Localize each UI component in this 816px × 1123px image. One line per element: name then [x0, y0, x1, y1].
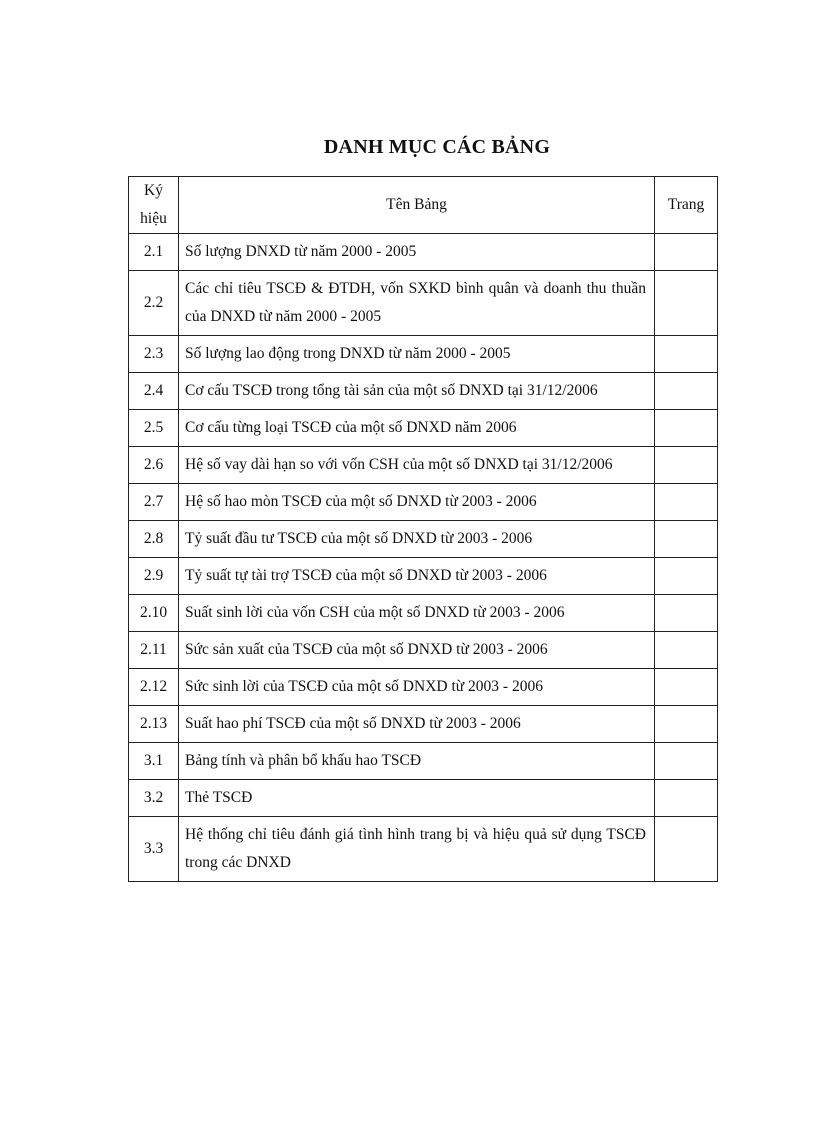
table-row [129, 521, 718, 558]
table-row [129, 817, 718, 882]
row-page [655, 410, 718, 447]
row-number: 2.13 [129, 706, 179, 743]
row-page [655, 521, 718, 558]
row-page [655, 558, 718, 595]
row-page [655, 271, 718, 336]
row-name: Tỷ suất đầu tư TSCĐ của một số DNXD từ 2003 - 2006 [179, 521, 655, 558]
row-number: 2.5 [129, 410, 179, 447]
row-page [655, 336, 718, 373]
row-name: Sức sinh lời của TSCĐ của một số DNXD từ 2003 - 2006 [179, 669, 655, 706]
table-row [129, 595, 718, 632]
row-name: Sức sản xuất của TSCĐ của một số DNXD từ 2003 - 2006 [179, 632, 655, 669]
row-number: 2.9 [129, 558, 179, 595]
row-name: Hệ số vay dài hạn so với vốn CSH của một số DNXD tại 31/12/2006 [179, 447, 655, 484]
row-page [655, 706, 718, 743]
row-number: 2.8 [129, 521, 179, 558]
table-row [129, 336, 718, 373]
table-row [129, 271, 718, 336]
row-number: 3.2 [129, 780, 179, 817]
row-number: 3.1 [129, 743, 179, 780]
row-number: 2.1 [129, 234, 179, 271]
row-page [655, 780, 718, 817]
table-row [129, 669, 718, 706]
table-row [129, 558, 718, 595]
header-symbol-line1: Ký [144, 182, 163, 199]
table-row [129, 706, 718, 743]
row-number: 2.6 [129, 447, 179, 484]
row-name: Thẻ TSCĐ [179, 780, 655, 817]
row-name: Số lượng lao động trong DNXD từ năm 2000 - 2005 [179, 336, 655, 373]
row-page [655, 234, 718, 271]
row-name: Cơ cấu TSCĐ trong tổng tài sản của một số DNXD tại 31/12/2006 [179, 373, 655, 410]
table-row [129, 373, 718, 410]
row-name: Hệ số hao mòn TSCĐ của một số DNXD từ 2003 - 2006 [179, 484, 655, 521]
row-name: Số lượng DNXD từ năm 2000 - 2005 [179, 234, 655, 271]
row-name: Các chỉ tiêu TSCĐ & ĐTDH, vốn SXKD bình quân và doanh thu thuần của DNXD từ năm 2000 - 2005 [179, 271, 655, 336]
row-number: 3.3 [129, 817, 179, 882]
row-name: Suất hao phí TSCĐ của một số DNXD từ 2003 - 2006 [179, 706, 655, 743]
row-number: 2.12 [129, 669, 179, 706]
table-body [129, 234, 718, 882]
row-page [655, 484, 718, 521]
header-symbol [129, 177, 179, 234]
table-row [129, 743, 718, 780]
row-page [655, 669, 718, 706]
row-page [655, 632, 718, 669]
row-number: 2.11 [129, 632, 179, 669]
table-row [129, 780, 718, 817]
header-symbol-line2: hiệu [140, 210, 167, 227]
table-row [129, 632, 718, 669]
row-number: 2.10 [129, 595, 179, 632]
row-number: 2.7 [129, 484, 179, 521]
row-page [655, 817, 718, 882]
row-number: 2.2 [129, 271, 179, 336]
row-name: Hệ thống chỉ tiêu đánh giá tình hình trang bị và hiệu quả sử dụng TSCĐ trong các DNXD [179, 817, 655, 882]
row-name: Bảng tính và phân bổ khấu hao TSCĐ [179, 743, 655, 780]
row-name: Suất sinh lời của vốn CSH của một số DNXD từ 2003 - 2006 [179, 595, 655, 632]
row-name: Tỷ suất tự tài trợ TSCĐ của một số DNXD từ 2003 - 2006 [179, 558, 655, 595]
row-name: Cơ cấu từng loại TSCĐ của một số DNXD năm 2006 [179, 410, 655, 447]
table-row [129, 447, 718, 484]
row-number: 2.4 [129, 373, 179, 410]
tables-list [128, 176, 718, 882]
row-page [655, 373, 718, 410]
row-page [655, 447, 718, 484]
row-page [655, 595, 718, 632]
table-row [129, 410, 718, 447]
row-number: 2.3 [129, 336, 179, 373]
header-name: Tên Bảng [179, 177, 655, 234]
page-title: DANH MỤC CÁC BẢNG [323, 136, 551, 158]
table-row [129, 234, 718, 271]
header-page: Trang [655, 177, 718, 234]
row-page [655, 743, 718, 780]
table-row [129, 484, 718, 521]
table-header-row [129, 177, 718, 234]
